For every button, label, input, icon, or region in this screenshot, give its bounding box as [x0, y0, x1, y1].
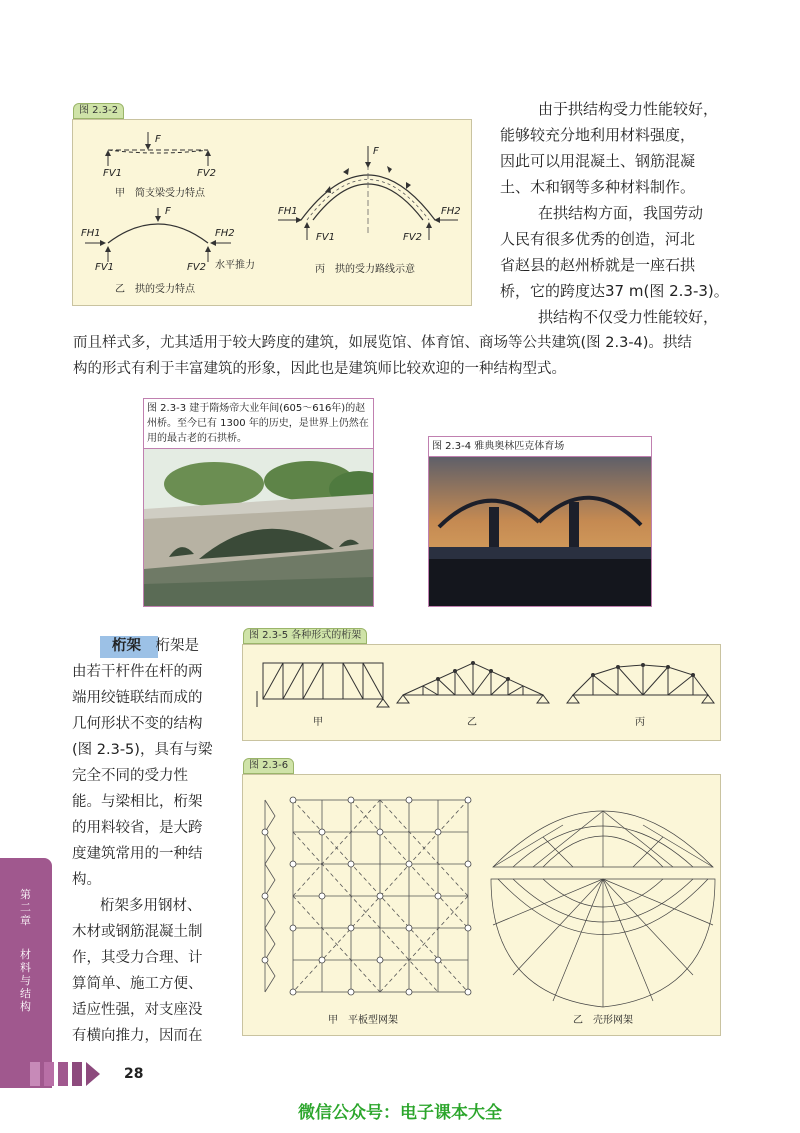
- text-line: 而且样式多，尤其适用于较大跨度的建筑，如展览馆、体育馆、商场等公共建筑(图 2.3-4)。拱结: [73, 335, 692, 351]
- page-arrow: [30, 1062, 110, 1086]
- chapter-number: 第二章: [20, 888, 31, 927]
- text-line: 人民有很多优秀的创造，河北: [500, 230, 696, 248]
- caption-jia: 甲 简支梁受力特点: [115, 188, 205, 199]
- truss-body-text: [72, 633, 232, 1049]
- photo-zhaozhou-bridge: [143, 398, 374, 607]
- text-line: 有横向推力，因而在: [72, 1028, 203, 1044]
- figure-2-3-5: [242, 644, 721, 741]
- force-label: FV2: [187, 262, 206, 273]
- figure-tag: 图 2.3-2: [73, 103, 124, 119]
- text-line: 在拱结构方面，我国劳动: [538, 204, 704, 222]
- force-label: F: [165, 206, 171, 217]
- force-label: FH2: [441, 206, 461, 217]
- text-line: 因此可以用混凝土、钢筋混凝: [500, 152, 696, 170]
- figure-2-3-6: [242, 774, 721, 1036]
- text-line: 度建筑常用的一种结: [72, 846, 203, 862]
- text-line: 几何形状不变的结构: [72, 716, 203, 732]
- text-line: 作，其受力合理、计: [72, 950, 203, 966]
- force-label: FV2: [197, 168, 216, 179]
- text-line: (图 2.3-5)，具有与梁: [72, 742, 213, 758]
- text-line: [72, 633, 232, 659]
- stadium-photo: [429, 437, 651, 606]
- text-line: 构的形式有利于丰富建筑的形象，因此也是建筑师比较欢迎的一种结构型式。: [73, 361, 566, 377]
- force-label: FV1: [316, 232, 335, 243]
- thrust-label: 水平推力: [215, 260, 255, 271]
- force-label: FV2: [403, 232, 422, 243]
- text-line: 土、木和钢等多种材料制作。: [500, 178, 696, 196]
- text-line: 拱结构不仅受力性能较好，: [538, 308, 719, 326]
- space-frame-diagram: [243, 775, 720, 1035]
- force-label: FH1: [278, 206, 298, 217]
- figure-tag: 图 2.3-5 各种形式的桁架: [243, 628, 367, 644]
- force-label: FV1: [103, 168, 122, 179]
- force-label: F: [373, 146, 379, 157]
- text-line: 桁架多用钢材、: [100, 898, 202, 914]
- text-line: 能够较充分地利用材料强度，: [500, 126, 696, 144]
- text-line: 适应性强，对支座没: [72, 1002, 203, 1018]
- page-number: 28: [124, 1066, 144, 1082]
- text-line: 构。: [72, 872, 101, 888]
- text-line: 能。与梁相比，桁架: [72, 794, 203, 810]
- chapter-side-tab[interactable]: [0, 858, 52, 1088]
- force-label: F: [155, 134, 161, 145]
- chapter-title: 材料与结构: [20, 948, 31, 1013]
- figure-2-3-2: [72, 119, 472, 306]
- photo-caption: 图 2.3-4 雅典奥林匹克体育场: [429, 437, 651, 457]
- force-label: FH2: [215, 228, 235, 239]
- section-heading: 桁架: [112, 638, 141, 654]
- text-line: 木材或钢筋混凝土制: [72, 924, 203, 940]
- text-line: 省赵县的赵州桥就是一座石拱: [500, 256, 696, 274]
- text-line: 桥，它的跨度达37 m(图 2.3-3)。: [500, 282, 729, 300]
- footer-watermark: 微信公众号：电子课本大全: [298, 1103, 502, 1123]
- text-line: 由于拱结构受力性能较好，: [538, 100, 719, 118]
- caption-bing: 丙: [635, 717, 645, 728]
- force-label: FH1: [81, 228, 101, 239]
- figure-tag: 图 2.3-6: [243, 758, 294, 774]
- caption-yi: 乙: [467, 717, 477, 728]
- photo-athens-stadium: [428, 436, 652, 607]
- arrow-icon: [30, 1062, 110, 1086]
- caption-yi: 乙 拱的受力特点: [115, 284, 195, 295]
- caption-yi: 乙 壳形网架: [573, 1015, 633, 1026]
- text-line: 端用绞链联结而成的: [72, 690, 203, 706]
- body-text-full: [73, 330, 733, 382]
- text-line: 完全不同的受力性: [72, 768, 188, 784]
- text-line: 的用料较省，是大跨: [72, 820, 203, 836]
- caption-jia: 甲: [313, 717, 323, 728]
- caption-bing: 丙 拱的受力路线示意: [315, 264, 415, 275]
- text-line: 由若干杆件在杆的两: [72, 664, 203, 680]
- text-line: 桁架是: [155, 638, 199, 654]
- photo-caption: 图 2.3-3 建于隋炀帝大业年间(605～616年)的赵州桥。至今已有 1300 年的历史，是世界上仍然在用的最古老的石拱桥。: [144, 399, 373, 449]
- text-line: 算简单、施工方便、: [72, 976, 203, 992]
- caption-jia: 甲 平板型网架: [328, 1015, 398, 1026]
- force-label: FV1: [95, 262, 114, 273]
- body-text-right: [500, 96, 732, 330]
- arch-force-diagram: [73, 120, 471, 305]
